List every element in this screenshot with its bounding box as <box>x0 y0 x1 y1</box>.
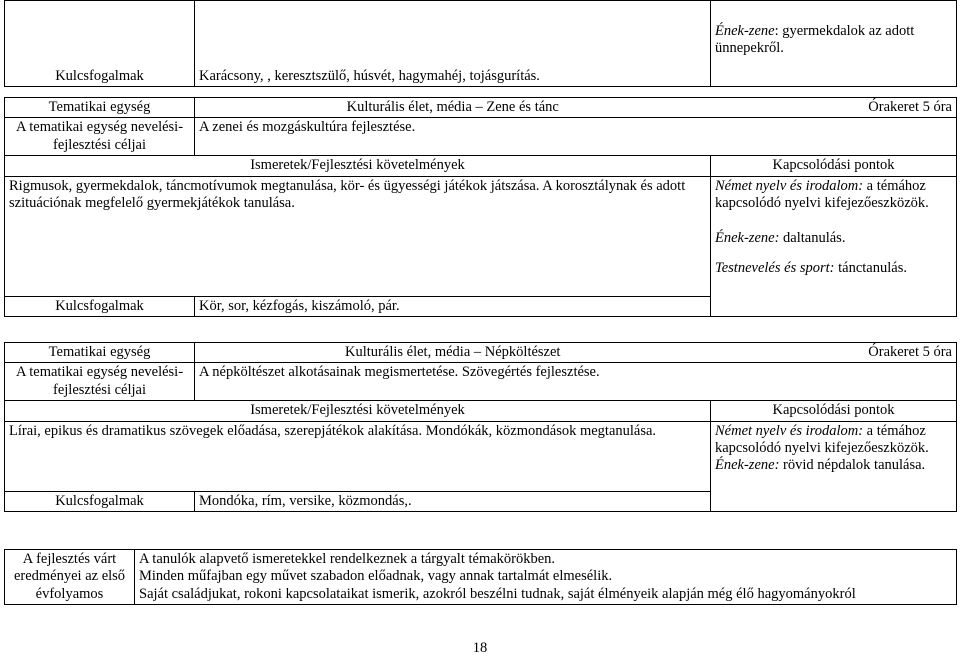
requirements-header: Ismeretek/Fejlesztési követelmények <box>5 156 711 176</box>
key-concepts: Karácsony, , keresztszülő, húsvét, hagymahéj, tojásgurítás. <box>195 1 711 87</box>
key-concepts-label: Kulcsfogalmak <box>5 491 195 511</box>
goals-label: A tematikai egység nevelési-fejlesztési céljai <box>5 118 195 156</box>
previous-unit-table <box>4 0 957 87</box>
connections-header: Kapcsolódási pontok <box>711 156 957 176</box>
goals: A zenei és mozgáskultúra fejlesztése. <box>195 118 957 156</box>
unit-table-music-dance <box>4 97 957 317</box>
unit-title: Kulturális élet, média – Zene és tánc <box>195 98 711 118</box>
key-concepts: Mondóka, rím, versike, közmondás,. <box>195 491 711 511</box>
outcomes-text: A tanulók alapvető ismeretekkel rendelkeznek a tárgyalt témakörökben. Minden műfajban egy művet szabadon előadnak, vagy annak tartalmát elmesélik. Saját családjukat, rokoni kapcsolataikat ismerik, azokról beszélni tudnak, saját élményeik alapján még élő hagyományokról <box>135 550 957 605</box>
page-number: 18 <box>472 640 488 656</box>
connection-points: Ének-zene: gyermekdalok az adott ünnepekről. <box>711 1 957 87</box>
hours: Órakeret 5 óra <box>711 98 957 118</box>
unit-title: Kulturális élet, média – Népköltészet <box>195 343 711 363</box>
goals-label: A tematikai egység nevelési-fejlesztési céljai <box>5 363 195 401</box>
goals: A népköltészet alkotásainak megismertetése. Szövegértés fejlesztése. <box>195 363 957 401</box>
key-concepts-label: Kulcsfogalmak <box>5 1 195 87</box>
requirements-header: Ismeretek/Fejlesztési követelmények <box>5 401 711 421</box>
requirements: Rigmusok, gyermekdalok, táncmotívumok megtanulása, kör- és ügyességi játékok játszása. A korosztálynak és adott szituációnak megfelelő gyermekjátékok tanulása. <box>5 176 711 296</box>
outcomes-label: A fejlesztés várt eredményei az első évfolyamos <box>5 550 135 605</box>
requirements: Lírai, epikus és dramatikus szövegek előadása, szerepjátékok alakítása. Mondókák, közmondások megtanulása. <box>5 421 711 491</box>
unit-table-folk-poetry <box>4 342 957 512</box>
outcomes-table <box>4 549 957 605</box>
connection-points: Német nyelv és irodalom: a témához kapcsolódó nyelvi kifejezőeszközök. Ének-zene: rövid népdalok tanulása. <box>711 421 957 511</box>
hours: Órakeret 5 óra <box>711 343 957 363</box>
key-concepts-label: Kulcsfogalmak <box>5 296 195 316</box>
key-concepts: Kör, sor, kézfogás, kiszámoló, pár. <box>195 296 711 316</box>
unit-label: Tematikai egység <box>5 343 195 363</box>
connection-points: Német nyelv és irodalom: a témához kapcsolódó nyelvi kifejezőeszközök. Ének-zene: daltanulás. Testnevelés és sport: tánctanulás. <box>711 176 957 316</box>
connections-header: Kapcsolódási pontok <box>711 401 957 421</box>
unit-label: Tematikai egység <box>5 98 195 118</box>
